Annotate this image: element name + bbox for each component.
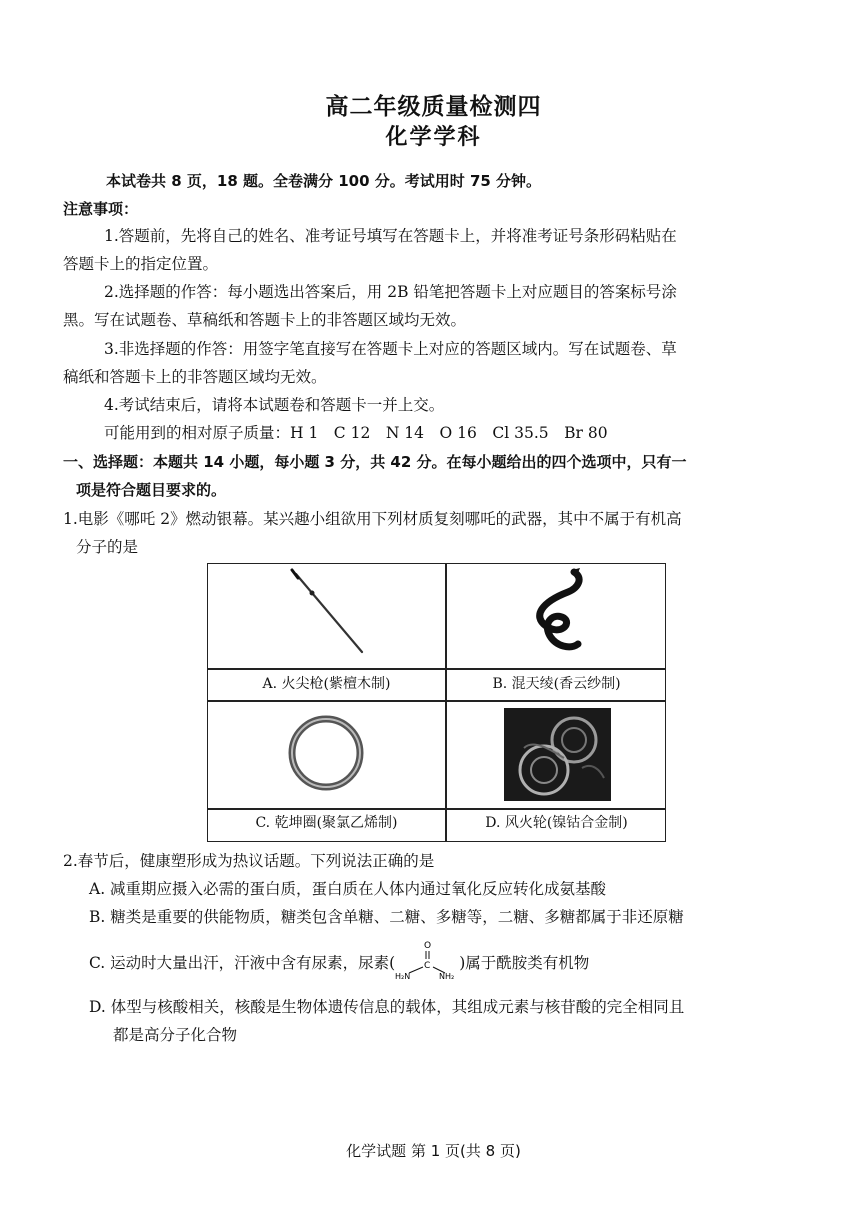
ribbon-illustration <box>446 564 667 668</box>
table-divider-row-c <box>208 808 665 810</box>
spear-illustration <box>208 564 445 668</box>
q2-option-c <box>89 941 590 979</box>
q2-stem: 2.春节后，健康塑形成为热议话题。下列说法正确的是 <box>63 852 435 870</box>
note-3-line-1: 3.非选择题的作答：用签字笔直接写在答题卡上对应的答题区域内。写在试题卷、草 <box>104 340 677 358</box>
option-b-caption: B. 混天绫(香云纱制) <box>492 676 621 692</box>
q2-option-b: B. 糖类是重要的供能物质，糖类包含单糖、二糖、多糖等，二糖、多糖都属于非还原糖 <box>89 908 684 926</box>
urea-amine-left: H₂N <box>395 972 411 979</box>
atomic-mass-line: 可能用到的相对原子质量：H 1 C 12 N 14 O 16 Cl 35.5 Br 80 <box>104 424 608 442</box>
note-3-line-2: 稿纸和答题卡上的非答题区域均无效。 <box>63 368 327 386</box>
notes-heading: 注意事项： <box>63 200 139 218</box>
option-c-caption: C. 乾坤圈(聚氯乙烯制) <box>255 815 398 831</box>
urea-oxygen-label: O <box>424 941 432 951</box>
exam-title: 高二年级质量检测四 <box>325 94 542 120</box>
urea-structure <box>395 941 459 979</box>
q1-options-table <box>207 563 666 842</box>
q2-option-d-line-2: 都是高分子化合物 <box>113 1026 238 1044</box>
note-1-line-2: 答题卡上的指定位置。 <box>63 255 219 273</box>
q2-option-d-line-1: D. 体型与核酸相关，核酸是生物体遗传信息的载体，其组成元素与核苷酸的完全相同且 <box>89 998 685 1016</box>
section-1-line-1: 一、选择题：本题共 14 小题，每小题 3 分，共 42 分。在每小题给出的四个选项中，只有一 <box>63 453 687 471</box>
exam-intro: 本试卷共 8 页，18 题。全卷满分 100 分。考试用时 75 分钟。 <box>106 172 542 190</box>
option-d-caption: D. 风火轮(镍钴合金制) <box>485 815 628 831</box>
page-footer: 化学试题 第 1 页(共 8 页) <box>346 1142 521 1160</box>
note-2-line-1: 2.选择题的作答：每小题选出答案后，用 2B 铅笔把答题卡上对应题目的答案标号涂 <box>104 283 677 301</box>
q1-stem-line-2: 分子的是 <box>76 538 139 556</box>
exam-subject: 化学学科 <box>385 125 482 150</box>
urea-carbon-label: C <box>424 961 431 971</box>
ring-illustration <box>208 701 445 808</box>
option-a-caption: A. 火尖枪(紫檀木制) <box>262 676 391 692</box>
note-2-line-2: 黑。写在试题卷、草稿纸和答题卡上的非答题区域均无效。 <box>63 311 467 329</box>
urea-amine-right: NH₂ <box>439 972 455 979</box>
q2-option-c-after: )属于酰胺类有机物 <box>459 954 590 972</box>
note-1-line-1: 1.答题前，先将自己的姓名、准考证号填写在答题卡上，并将准考证号条形码粘贴在 <box>104 227 677 245</box>
q2-option-a: A. 减重期应摄入必需的蛋白质，蛋白质在人体内通过氧化反应转化成氨基酸 <box>89 880 607 898</box>
wheels-photo <box>504 708 611 801</box>
section-1-line-2: 项是符合题目要求的。 <box>76 481 227 499</box>
q2-option-c-before: C. 运动时大量出汗，汗液中含有尿素，尿素( <box>89 954 396 972</box>
table-divider-row-a <box>208 668 665 670</box>
note-4: 4.考试结束后，请将本试题卷和答题卡一并上交。 <box>104 396 445 414</box>
q1-stem-line-1: 1.电影《哪吒 2》燃动银幕。某兴趣小组欲用下列材质复刻哪吒的武器，其中不属于有机高 <box>63 510 682 528</box>
